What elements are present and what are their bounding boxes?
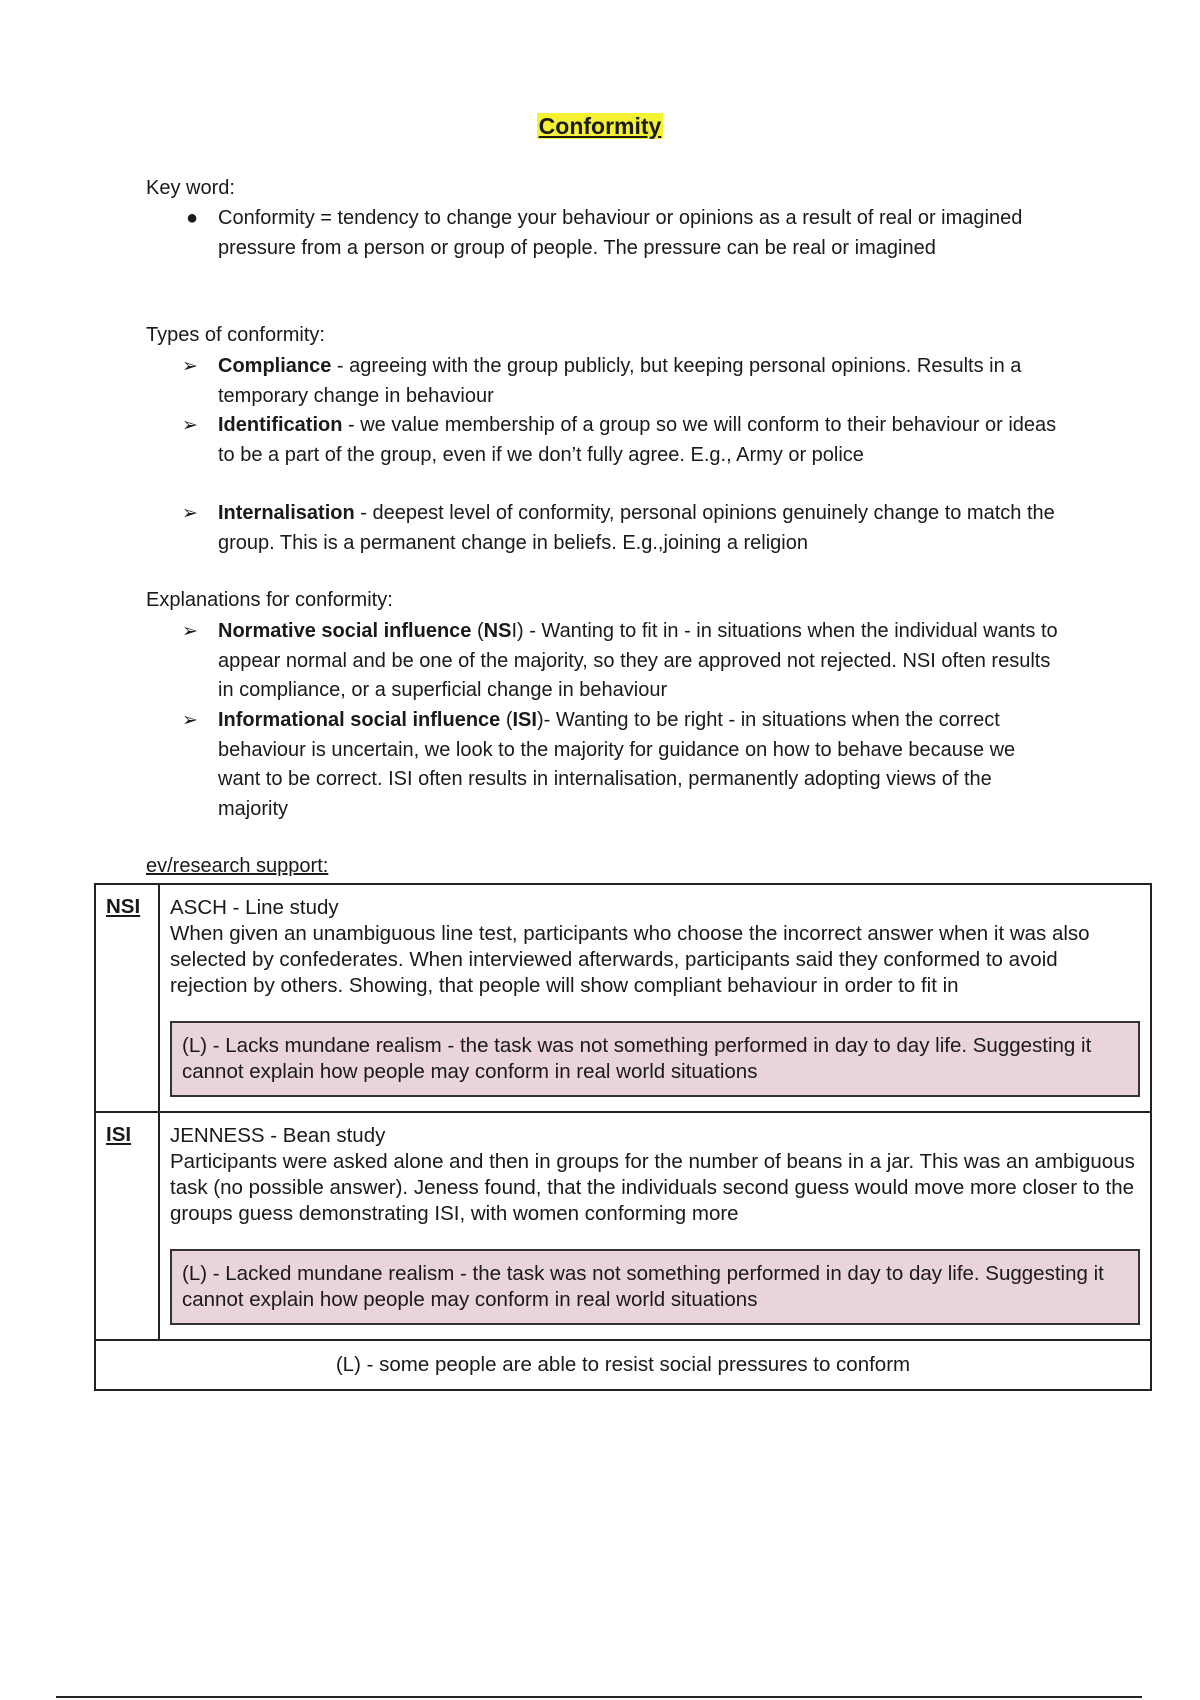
study-title: ASCH - Line study xyxy=(170,896,339,919)
page-divider xyxy=(56,1696,1142,1698)
arrow-bullet-icon: ➢ xyxy=(182,621,198,642)
bullet-icon: ● xyxy=(186,207,199,229)
explanations-heading: Explanations for conformity: xyxy=(146,589,393,611)
type-item-identification xyxy=(218,411,1058,470)
type-text: - agreeing with the group publicly, but keeping personal opinions. Results in a temporary change in behaviour xyxy=(218,355,1022,407)
study-description: Participants were asked alone and then in groups for the number of beans in a jar. This was an ambiguous task (no possible answer). Jeness found, that the individuals second guess would move more closer to the groups guess demonstrating ISI, with women conforming more xyxy=(170,1150,1135,1225)
study-description: When given an unambiguous line test, participants who choose the incorrect answer when it was also selected by confederates. When interviewed afterwards, participants said they conformed to avoid rejection by others. Showing, that people will show compliant behaviour in order to fit in xyxy=(170,922,1090,997)
evaluation-heading: ev/research support: xyxy=(146,855,329,877)
evaluation-table xyxy=(94,883,1152,1391)
table-row xyxy=(95,1340,1151,1390)
arrow-bullet-icon: ➢ xyxy=(182,710,198,731)
key-word-definition: Conformity = tendency to change your behaviour or opinions as a result of real or imagined pressure from a person or group of people. The pressure can be real or imagined xyxy=(218,207,1023,259)
explanation-abbr: NS xyxy=(483,620,512,642)
table-footer: (L) - some people are able to resist social pressures to conform xyxy=(95,1340,1151,1390)
explanation-text: I) - Wanting to fit in - in situations when the individual wants to appear normal and be one of the majority, so they are approved not rejected. NSI often results in compliance, or a superficial change in behaviour xyxy=(218,620,1058,701)
page-title-text: Conformity xyxy=(538,113,662,139)
types-heading: Types of conformity: xyxy=(146,324,325,346)
limitation-box: (L) - Lacks mundane realism - the task was not something performed in day to day life. Suggesting it cannot explain how people may conform in real world situations xyxy=(170,1021,1140,1097)
row-label-nsi: NSI xyxy=(95,884,159,1112)
explanation-paren: ( xyxy=(500,709,513,731)
arrow-bullet-icon: ➢ xyxy=(182,503,198,524)
type-text: - we value membership of a group so we will conform to their behaviour or ideas to be a part of the group, even if we don’t fully agree. E.g., Army or police xyxy=(218,414,1057,466)
limitation-box: (L) - Lacked mundane realism - the task was not something performed in day to day life. Suggesting it cannot explain how people may conform in real world situations xyxy=(170,1249,1140,1325)
explanation-item-nsi xyxy=(218,617,1058,706)
row-body xyxy=(159,884,1151,1112)
type-text: - deepest level of conformity, personal opinions genuinely change to match the group. This is a permanent change in beliefs. E.g.,joining a religion xyxy=(218,502,1055,554)
explanation-paren: ( xyxy=(471,620,484,642)
explanation-abbr: ISI xyxy=(512,709,537,731)
arrow-bullet-icon: ➢ xyxy=(182,356,198,377)
page-title xyxy=(0,113,1200,140)
row-label-isi: ISI xyxy=(95,1112,159,1340)
type-term: Internalisation xyxy=(218,502,355,524)
table-row xyxy=(95,1112,1151,1340)
explanation-term: Informational social influence xyxy=(218,709,501,731)
type-term: Compliance xyxy=(218,355,332,377)
explanation-text: )- Wanting to be right - in situations when the correct behaviour is uncertain, we look to the majority for guidance on how to behave because we want to be correct. ISI often results in internalisation, permanently adopting views of the majority xyxy=(218,709,1016,820)
type-item-internalisation xyxy=(218,499,1058,558)
study-title: JENNESS - Bean study xyxy=(170,1124,386,1147)
type-term: Identification xyxy=(218,414,343,436)
row-body xyxy=(159,1112,1151,1340)
table-row xyxy=(95,884,1151,1112)
explanation-item-isi xyxy=(218,706,1058,824)
key-word-heading: Key word: xyxy=(146,177,235,199)
type-item-compliance xyxy=(218,352,1058,411)
arrow-bullet-icon: ➢ xyxy=(182,415,198,436)
explanation-term: Normative social influence xyxy=(218,620,472,642)
